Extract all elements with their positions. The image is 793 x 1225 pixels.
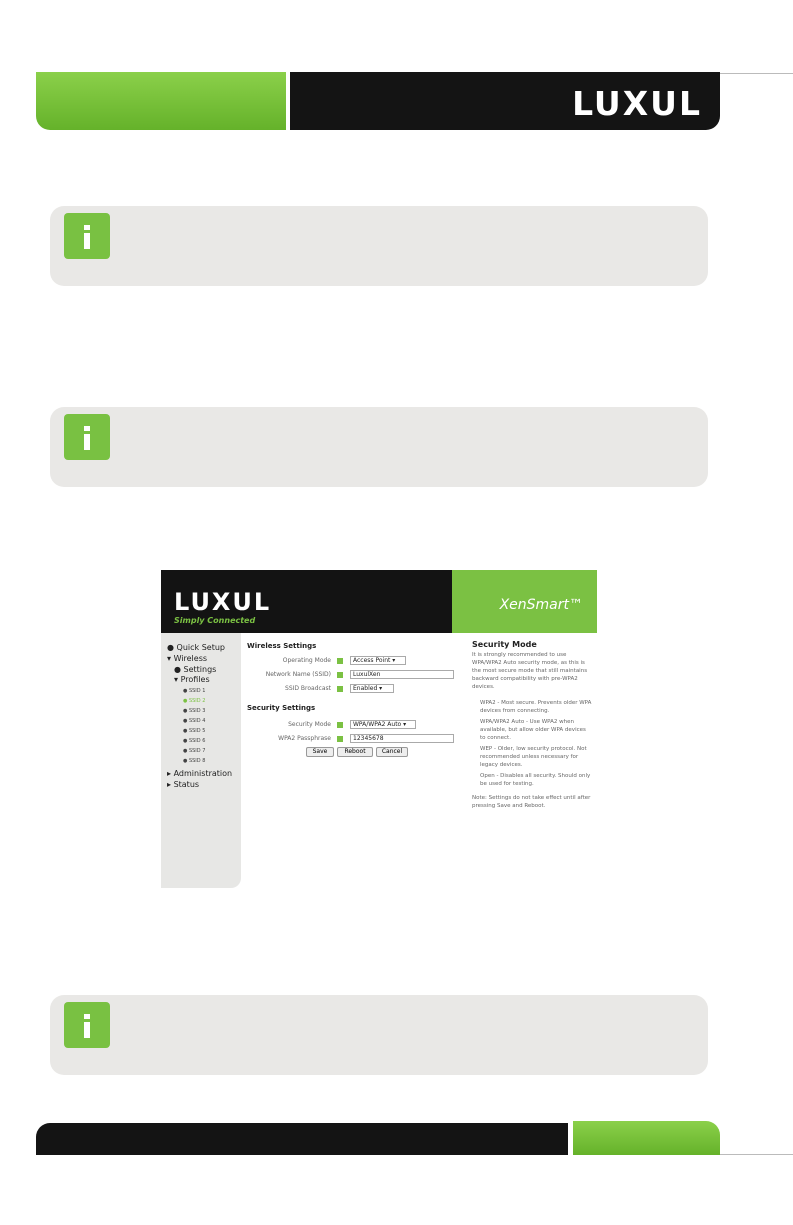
page-header (36, 72, 720, 130)
help-bullet: WEP - Older, low security protocol. Not recommended unless necessary for legacy devices. (480, 746, 587, 768)
footer-green-panel (573, 1121, 720, 1155)
nav-ssid-3[interactable]: ● SSID 3 (183, 708, 206, 714)
help-icon[interactable] (337, 722, 343, 728)
info-icon (64, 213, 110, 259)
footer-dark-panel (36, 1123, 568, 1155)
reboot-button[interactable]: Reboot (337, 747, 373, 757)
help-bullet: WPA/WPA2 Auto - Use WPA2 when available, but allow older WPA devices to connect. (480, 719, 586, 741)
passphrase-label: WPA2 Passphrase (278, 735, 331, 742)
help-icon[interactable] (337, 686, 343, 692)
header-dark-panel (290, 72, 720, 130)
nav-ssid-5[interactable]: ● SSID 5 (183, 728, 206, 734)
header-green-panel (36, 72, 286, 130)
security-settings-title: Security Settings (247, 704, 316, 712)
security-mode-label: Security Mode (288, 721, 331, 728)
cancel-button[interactable]: Cancel (376, 747, 408, 757)
router-tagline: Simply Connected (174, 616, 256, 625)
footer-rule (720, 1154, 793, 1155)
nav-quick-setup[interactable]: ● Quick Setup (167, 643, 225, 652)
ssid-broadcast-label: SSID Broadcast (285, 685, 331, 692)
wireless-settings-title: Wireless Settings (247, 642, 317, 650)
help-note: Note: Settings do not take effect until after pressing Save and Reboot. (472, 795, 591, 809)
save-button[interactable]: Save (306, 747, 334, 757)
info-note-1 (50, 206, 708, 286)
security-mode-select[interactable]: WPA/WPA2 Auto ▾ (350, 720, 416, 729)
xensmart-brand: XenSmart™ (499, 597, 583, 613)
router-logo: LUXUL (174, 588, 272, 616)
xensmart-panel (452, 570, 597, 633)
header-rule (720, 73, 793, 74)
info-icon (64, 414, 110, 460)
help-title: Security Mode (472, 640, 537, 649)
nav-ssid-7[interactable]: ● SSID 7 (183, 748, 206, 754)
help-icon[interactable] (337, 658, 343, 664)
help-intro: It is strongly recommended to use WPA/WPA2 Auto security mode, as this is the most secure mode that still maintains backward compatibility with pre-WPA2 devices. (472, 652, 588, 690)
help-bullet: Open - Disables all security. Should only be used for testing. (480, 773, 591, 787)
nav-ssid-6[interactable]: ● SSID 6 (183, 738, 206, 744)
router-ui-screenshot (161, 570, 597, 888)
nav-ssid-4[interactable]: ● SSID 4 (183, 718, 206, 724)
ssid-broadcast-select[interactable]: Enabled ▾ (350, 684, 394, 693)
nav-ssid-2[interactable]: ● SSID 2 (183, 698, 206, 704)
passphrase-input[interactable]: 12345678 (350, 734, 454, 743)
nav-ssid-1[interactable]: ● SSID 1 (183, 688, 206, 694)
info-icon (64, 1002, 110, 1048)
nav-status[interactable]: ▸ Status (167, 780, 200, 789)
ssid-label: Network Name (SSID) (265, 671, 331, 678)
luxul-logo: LUXUL (572, 84, 702, 123)
nav-ssid-8[interactable]: ● SSID 8 (183, 758, 206, 764)
help-panel (472, 640, 592, 810)
nav-administration[interactable]: ▸ Administration (167, 769, 233, 778)
operating-mode-label: Operating Mode (282, 657, 331, 664)
nav-settings[interactable]: ● Settings (174, 665, 217, 674)
operating-mode-select[interactable]: Access Point ▾ (350, 656, 406, 665)
ssid-input[interactable]: LuxulXen (350, 670, 454, 679)
help-bullet: WPA2 - Most secure. Prevents older WPA devices from connecting. (480, 700, 592, 714)
nav-profiles[interactable]: ▾ Profiles (174, 675, 210, 684)
help-icon[interactable] (337, 672, 343, 678)
info-note-3 (50, 995, 708, 1075)
help-icon[interactable] (337, 736, 343, 742)
info-note-2 (50, 407, 708, 487)
nav-wireless[interactable]: ▾ Wireless (167, 654, 208, 663)
